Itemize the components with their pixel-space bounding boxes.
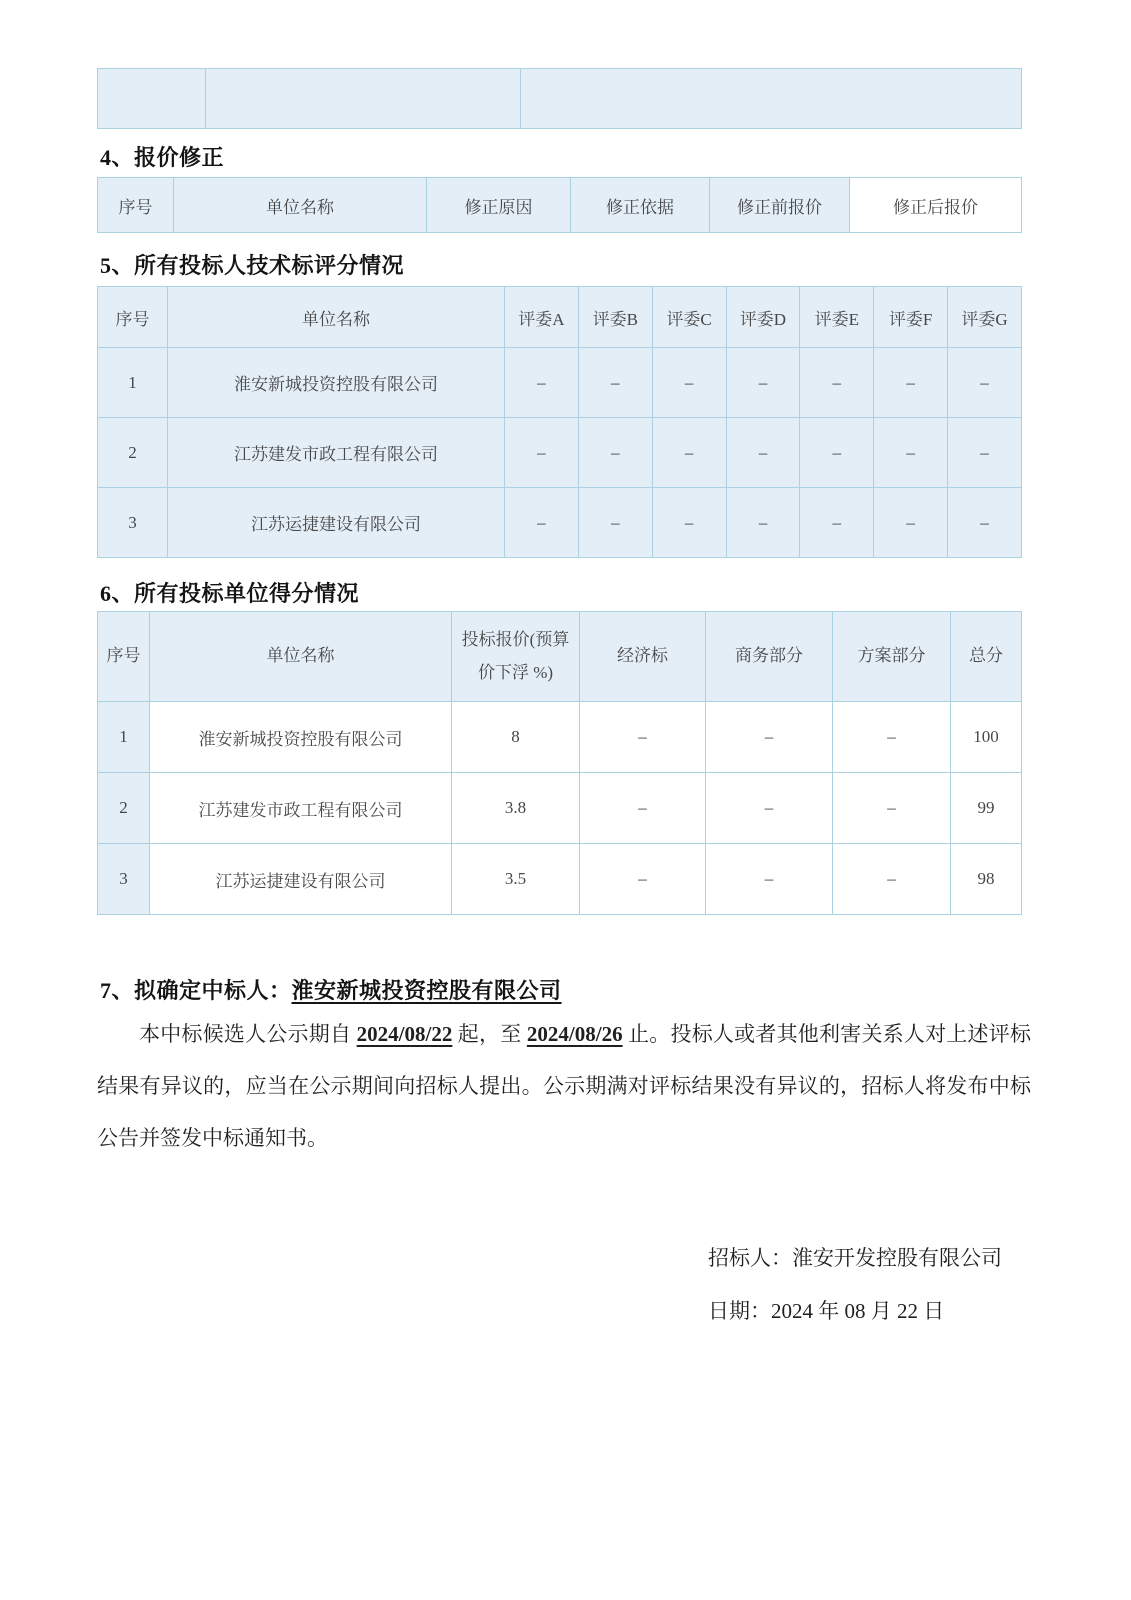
company-cell: 江苏运捷建设有限公司	[150, 844, 452, 915]
total-cell: 100	[951, 702, 1022, 773]
company-cell: 淮安新城投资控股有限公司	[168, 348, 505, 418]
date-line: 日期：2024 年 08 月 22 日	[708, 1299, 945, 1323]
section-5-heading: 5、所有投标人技术标评分情况	[100, 253, 405, 278]
bid-price-cell: 3.8	[452, 773, 580, 844]
total-score-table	[97, 611, 1022, 915]
table-row	[98, 702, 1022, 773]
table-row	[98, 348, 1022, 418]
notice-text: 止。投标人或者其他利害关系人对上述评标结果有异议的，应当在公示期间向招标人提出。公示期满对评标结果没有异议的，招标人将发布中标公告并签发中标通知书。	[97, 1022, 1031, 1150]
notice-text: 本中标候选人公示期自	[139, 1022, 357, 1046]
score-cell: –	[505, 418, 579, 488]
header-cell-serial: 序号	[98, 287, 168, 348]
bid-price-cell: 3.5	[452, 844, 580, 915]
header-cell-judge-d: 评委D	[726, 287, 800, 348]
technical-score-table	[97, 286, 1022, 558]
company-cell: 江苏建发市政工程有限公司	[150, 773, 452, 844]
table-row	[98, 773, 1022, 844]
table-row	[98, 69, 1022, 129]
serial-cell: 3	[98, 844, 150, 915]
header-cell-judge-f: 评委F	[874, 287, 948, 348]
score-cell: –	[874, 488, 948, 558]
score-cell: –	[948, 488, 1022, 558]
header-cell-total: 总分	[951, 612, 1022, 702]
serial-cell: 1	[98, 702, 150, 773]
company-cell: 江苏建发市政工程有限公司	[168, 418, 505, 488]
serial-cell: 1	[98, 348, 168, 418]
publicity-start-date: 2024/08/22	[356, 1022, 453, 1046]
header-cell-judge-b: 评委B	[578, 287, 652, 348]
plan-cell: –	[833, 844, 951, 915]
price-correction-table	[97, 177, 1022, 233]
score-cell: –	[948, 418, 1022, 488]
carryover-cell	[521, 69, 1022, 129]
header-cell-price-after: 修正后报价	[850, 178, 1022, 233]
table-row	[98, 418, 1022, 488]
business-cell: –	[706, 702, 833, 773]
company-cell: 江苏运捷建设有限公司	[168, 488, 505, 558]
score-cell: –	[652, 348, 726, 418]
score-cell: –	[874, 348, 948, 418]
signature-block	[708, 1232, 1002, 1338]
score-cell: –	[726, 348, 800, 418]
section-4-heading: 4、报价修正	[100, 145, 225, 170]
table-row	[98, 488, 1022, 558]
serial-cell: 3	[98, 488, 168, 558]
table-row	[98, 844, 1022, 915]
header-cell-company: 单位名称	[150, 612, 452, 702]
header-cell-judge-a: 评委A	[505, 287, 579, 348]
score-cell: –	[505, 488, 579, 558]
tenderer-line: 招标人：淮安开发控股有限公司	[708, 1246, 1002, 1270]
notice-text: 起，至	[452, 1022, 527, 1046]
score-cell: –	[578, 488, 652, 558]
header-cell-basis: 修正依据	[571, 178, 710, 233]
business-cell: –	[706, 773, 833, 844]
plan-cell: –	[833, 773, 951, 844]
score-cell: –	[800, 348, 874, 418]
publicity-end-date: 2024/08/26	[526, 1022, 623, 1046]
winner-label: 7、拟确定中标人：	[100, 978, 292, 1003]
score-cell: –	[948, 348, 1022, 418]
bid-price-cell: 8	[452, 702, 580, 773]
total-cell: 98	[951, 844, 1022, 915]
header-cell-economic: 经济标	[580, 612, 706, 702]
company-cell: 淮安新城投资控股有限公司	[150, 702, 452, 773]
plan-cell: –	[833, 702, 951, 773]
business-cell: –	[706, 844, 833, 915]
score-cell: –	[652, 488, 726, 558]
score-cell: –	[726, 488, 800, 558]
score-cell: –	[578, 348, 652, 418]
economic-cell: –	[580, 773, 706, 844]
header-cell-price-before: 修正前报价	[710, 178, 850, 233]
table-header-row	[98, 287, 1022, 348]
score-cell: –	[800, 418, 874, 488]
header-cell-business: 商务部分	[706, 612, 833, 702]
carryover-cell	[98, 69, 206, 129]
header-cell-company: 单位名称	[168, 287, 505, 348]
section-6-heading: 6、所有投标单位得分情况	[100, 581, 360, 606]
economic-cell: –	[580, 702, 706, 773]
table-header-row	[98, 612, 1022, 702]
serial-cell: 2	[98, 773, 150, 844]
header-cell-judge-c: 评委C	[652, 287, 726, 348]
score-cell: –	[726, 418, 800, 488]
serial-cell: 2	[98, 418, 168, 488]
header-cell-reason: 修正原因	[427, 178, 571, 233]
header-cell-serial: 序号	[98, 178, 174, 233]
header-cell-judge-e: 评委E	[800, 287, 874, 348]
winner-name: 淮安新城投资控股有限公司	[291, 978, 562, 1003]
score-cell: –	[652, 418, 726, 488]
table-header-row	[98, 178, 1022, 233]
score-cell: –	[505, 348, 579, 418]
economic-cell: –	[580, 844, 706, 915]
carryover-cell	[206, 69, 521, 129]
header-cell-company: 单位名称	[174, 178, 427, 233]
section-7-heading	[100, 974, 562, 1005]
total-cell: 99	[951, 773, 1022, 844]
header-cell-judge-g: 评委G	[948, 287, 1022, 348]
score-cell: –	[578, 418, 652, 488]
score-cell: –	[874, 418, 948, 488]
notice-paragraph	[97, 1008, 1031, 1164]
header-cell-serial: 序号	[98, 612, 150, 702]
header-cell-bid-price: 投标报价(预算价下浮 %)	[452, 612, 580, 702]
header-cell-plan: 方案部分	[833, 612, 951, 702]
carryover-table	[97, 68, 1022, 129]
score-cell: –	[800, 488, 874, 558]
